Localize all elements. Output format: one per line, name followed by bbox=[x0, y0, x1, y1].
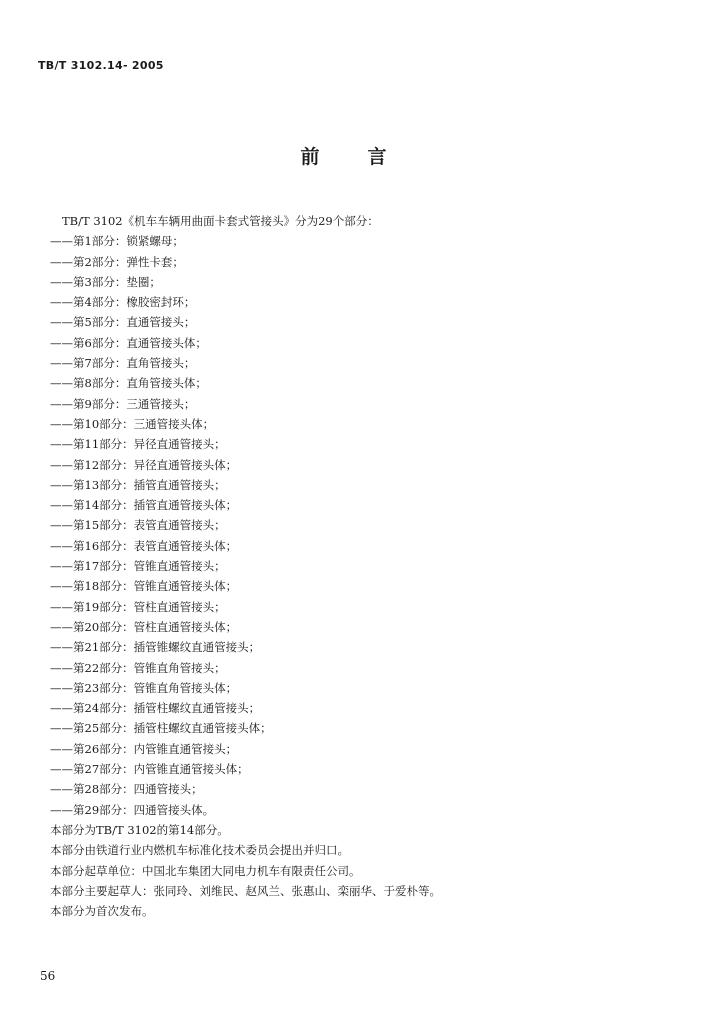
part-list-item: ——第24部分：插管柱螺纹直通管接头； bbox=[50, 701, 261, 716]
part-list-item: ——第25部分：插管柱螺纹直通管接头体； bbox=[50, 721, 272, 736]
part-list-item: ——第23部分：管锥直角管接头体； bbox=[50, 680, 238, 695]
part-list-item: ——第14部分：插管直通管接头体； bbox=[50, 498, 238, 513]
part-list-item: ——第28部分：四通管接头； bbox=[50, 782, 203, 797]
intro-paragraph: TB/T 3102《机车车辆用曲面卡套式管接头》分为29个部分： bbox=[62, 214, 379, 228]
part-list-item: ——第16部分：表管直通管接头体； bbox=[50, 538, 238, 553]
foreword-body bbox=[50, 211, 670, 921]
part-list-item: ——第6部分：直通管接头体； bbox=[50, 335, 207, 350]
closing-paragraph: 本部分为首次发布。 bbox=[50, 904, 154, 919]
part-list-item: ——第19部分：管柱直通管接头； bbox=[50, 599, 226, 614]
part-list-item: ——第11部分：异径直通管接头； bbox=[50, 437, 226, 452]
part-list-item: ——第3部分：垫圈； bbox=[50, 274, 161, 289]
page-number: 56 bbox=[40, 969, 56, 983]
closing-paragraph: 本部分由铁道行业内燃机车标准化技术委员会提出并归口。 bbox=[50, 843, 349, 858]
part-list-item: ——第29部分：四通管接头体。 bbox=[50, 802, 215, 817]
closing-paragraphs bbox=[50, 820, 670, 921]
part-list-item: ——第5部分：直通管接头； bbox=[50, 315, 196, 330]
closing-paragraph: 本部分起草单位：中国北车集团大同电力机车有限责任公司。 bbox=[50, 863, 361, 878]
part-list-item: ——第18部分：管锥直通管接头体； bbox=[50, 579, 238, 594]
part-list-item: ——第9部分：三通管接头； bbox=[50, 396, 196, 411]
part-list-item: ——第17部分：管锥直通管接头； bbox=[50, 559, 226, 574]
standard-code-header: TB/T 3102.14- 2005 bbox=[38, 59, 164, 72]
part-list-item: ——第27部分：内管锥直通管接头体； bbox=[50, 762, 249, 777]
part-list-item: ——第13部分：插管直通管接头； bbox=[50, 477, 226, 492]
part-list-item: ——第1部分：锁紧螺母； bbox=[50, 234, 184, 249]
closing-paragraph: 本部分为TB/T 3102的第14部分。 bbox=[50, 822, 229, 837]
part-list-item: ——第4部分：橡胶密封环； bbox=[50, 295, 196, 310]
part-list-item: ——第21部分：插管锥螺纹直通管接头； bbox=[50, 640, 261, 655]
page-title: 前言 bbox=[300, 146, 435, 168]
closing-paragraph: 本部分主要起草人：张同玲、刘维民、赵风兰、张惠山、栾丽华、于爱朴等。 bbox=[50, 883, 441, 898]
part-list-item: ——第22部分：管锥直角管接头； bbox=[50, 660, 226, 675]
part-list-item: ——第26部分：内管锥直通管接头； bbox=[50, 741, 238, 756]
part-list-item: ——第10部分：三通管接头体； bbox=[50, 416, 215, 431]
part-list-item: ——第12部分：异径直通管接头体； bbox=[50, 457, 238, 472]
part-list-item: ——第7部分：直角管接头； bbox=[50, 356, 196, 371]
part-list-item: ——第8部分：直角管接头体； bbox=[50, 376, 207, 391]
part-list-item: ——第2部分：弹性卡套； bbox=[50, 254, 184, 269]
parts-list bbox=[50, 231, 670, 820]
part-list-item: ——第20部分：管柱直通管接头体； bbox=[50, 619, 238, 634]
part-list-item: ——第15部分：表管直通管接头； bbox=[50, 518, 226, 533]
